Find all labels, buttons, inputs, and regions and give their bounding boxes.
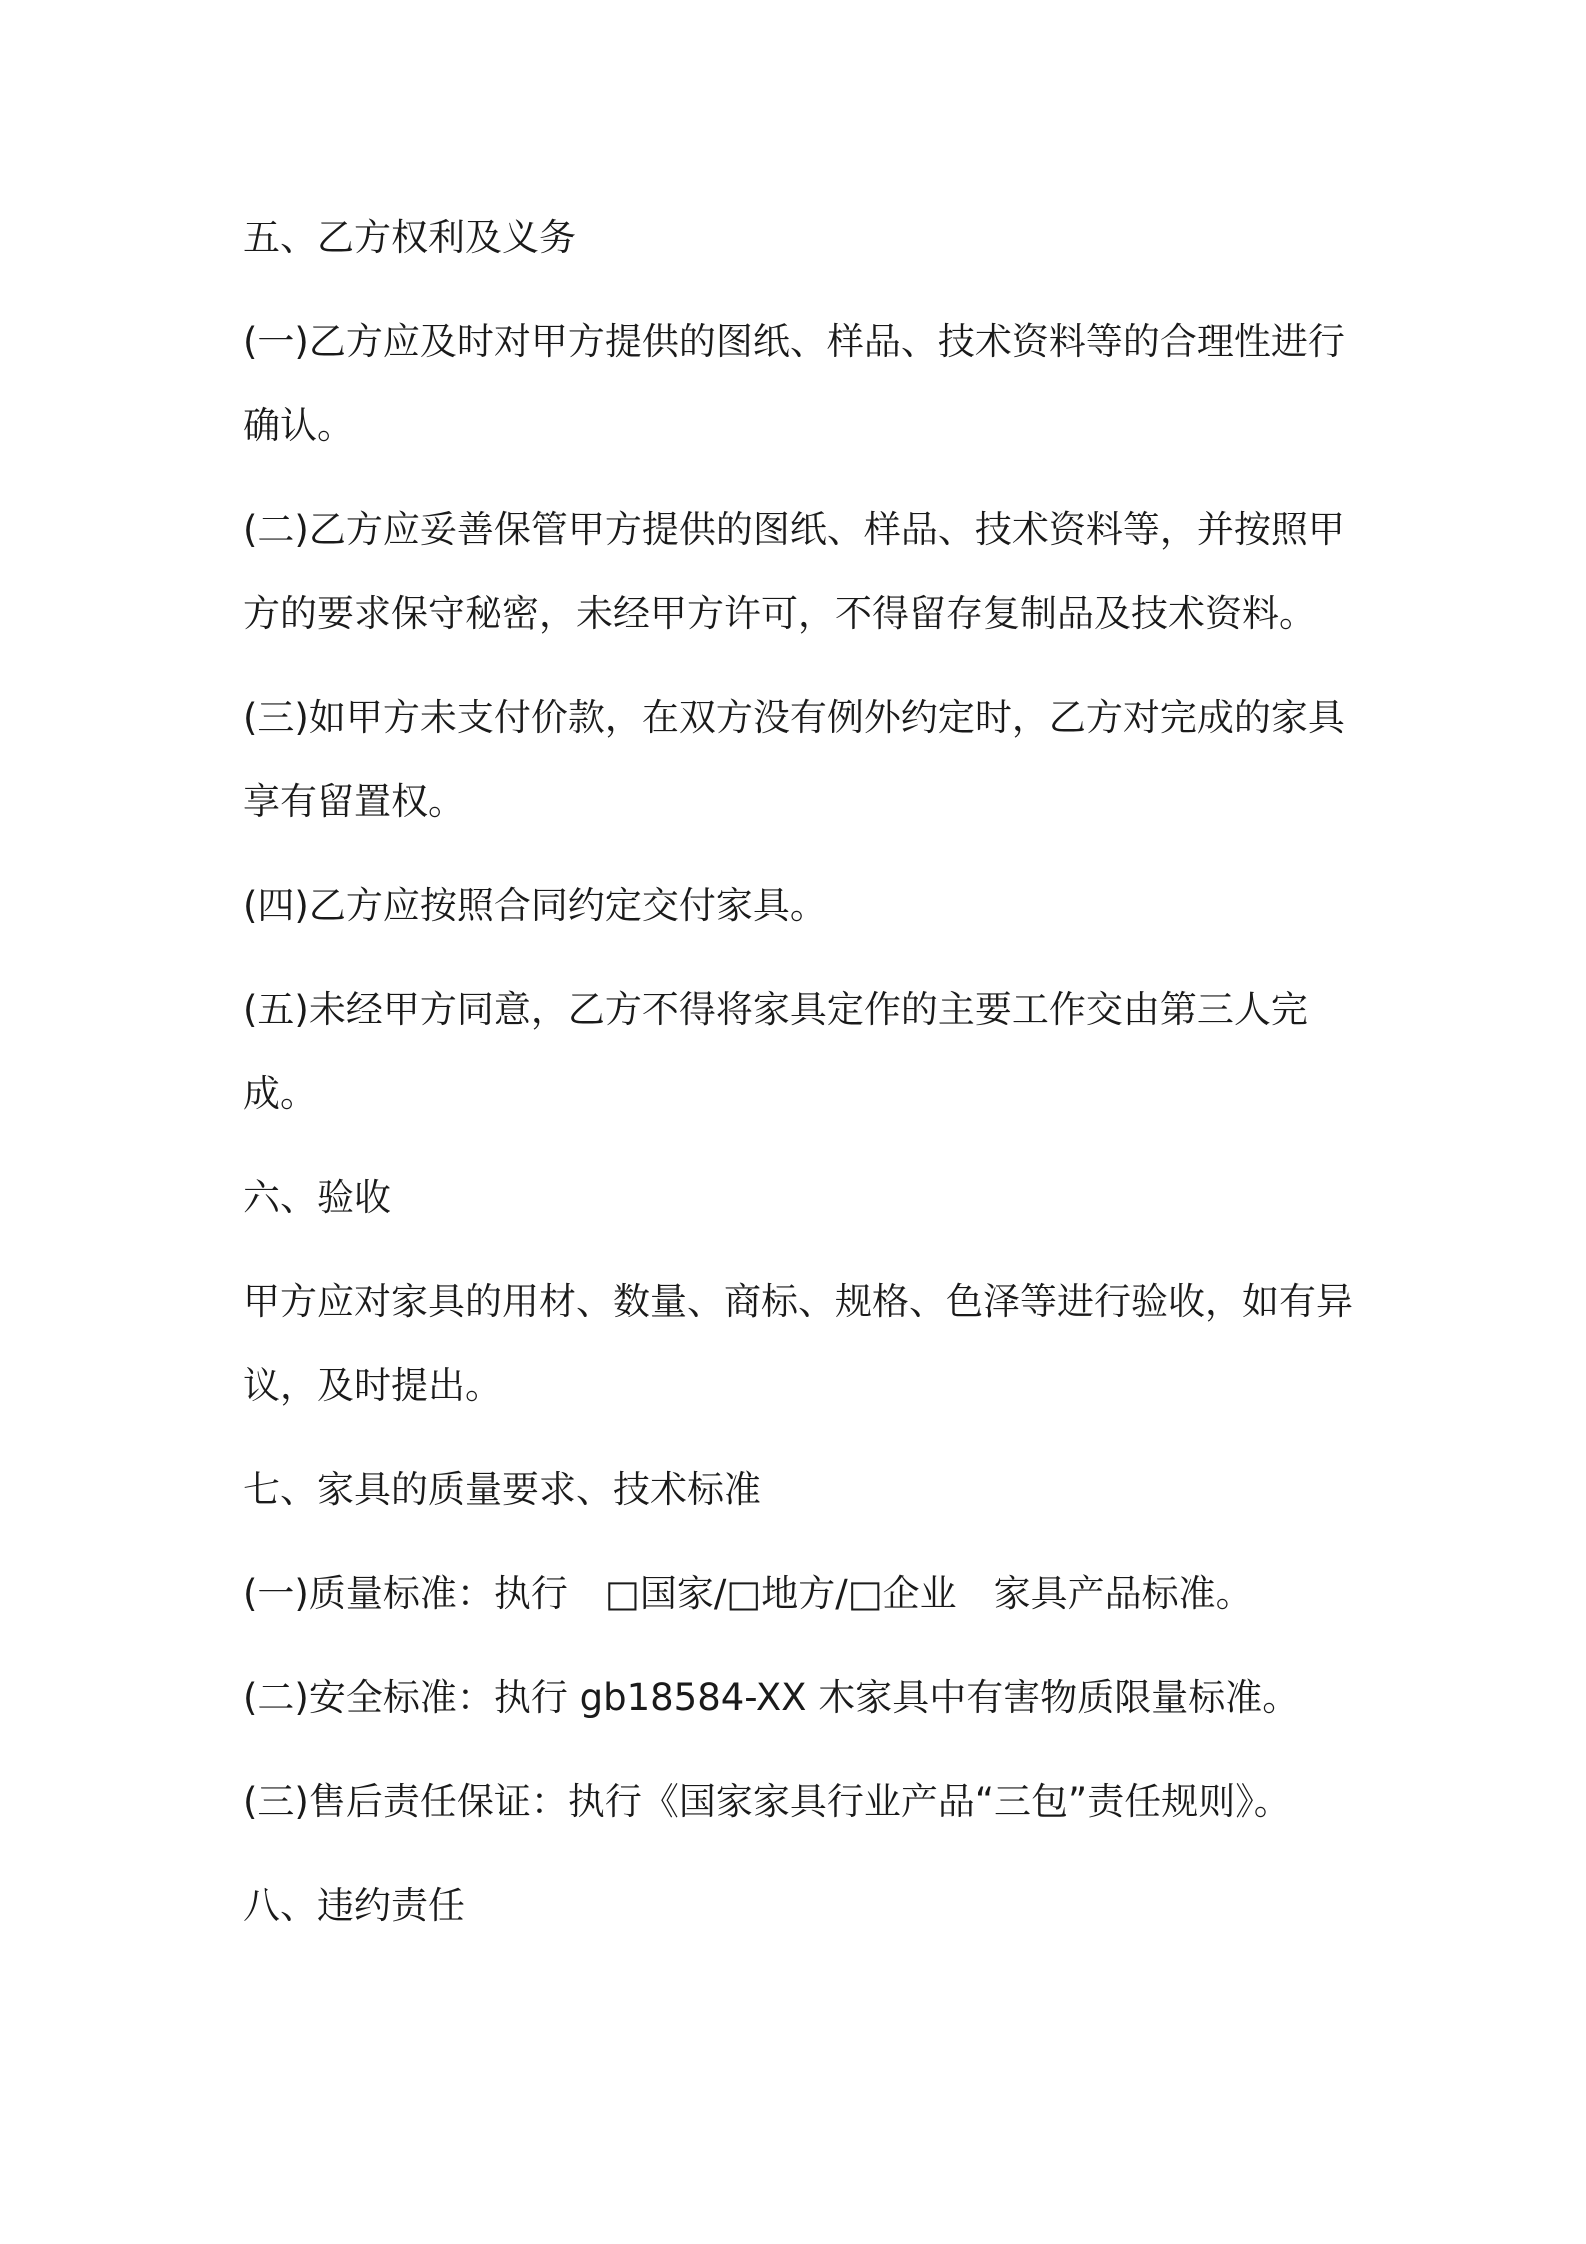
section-5-item-1: (一)乙方应及时对甲方提供的图纸、样品、技术资料等的合理性进行确认。 xyxy=(243,320,1345,447)
document-body xyxy=(243,196,1358,1968)
section-5-item-2: (二)乙方应妥善保管甲方提供的图纸、样品、技术资料等，并按照甲方的要求保守秘密，未经甲方许可，不得留存复制品及技术资料。 xyxy=(243,508,1345,635)
section-7-heading: 七、家具的质量要求、技术标准 xyxy=(243,1468,761,1511)
section-5-item-5: (五)未经甲方同意，乙方不得将家具定作的主要工作交由第三人完成。 xyxy=(243,988,1308,1115)
section-5-item-4: (四)乙方应按照合同约定交付家具。 xyxy=(243,884,827,927)
section-8-heading: 八、违约责任 xyxy=(243,1884,465,1927)
section-6-paragraph: 甲方应对家具的用材、数量、商标、规格、色泽等进行验收，如有异议，及时提出。 xyxy=(243,1280,1353,1407)
section-5-heading: 五、乙方权利及义务 xyxy=(243,216,576,259)
section-5-item-3: (三)如甲方未支付价款，在双方没有例外约定时，乙方对完成的家具享有留置权。 xyxy=(243,696,1345,823)
section-7-item-3: (三)售后责任保证：执行《国家家具行业产品“三包”责任规则》。 xyxy=(243,1780,1291,1823)
section-6-heading: 六、验收 xyxy=(243,1176,391,1219)
section-7-item-1: (一)质量标准：执行 □国家/□地方/□企业 家具产品标准。 xyxy=(243,1572,1253,1615)
section-7-item-2: (二)安全标准：执行 gb18584-XX 木家具中有害物质限量标准。 xyxy=(243,1676,1300,1719)
